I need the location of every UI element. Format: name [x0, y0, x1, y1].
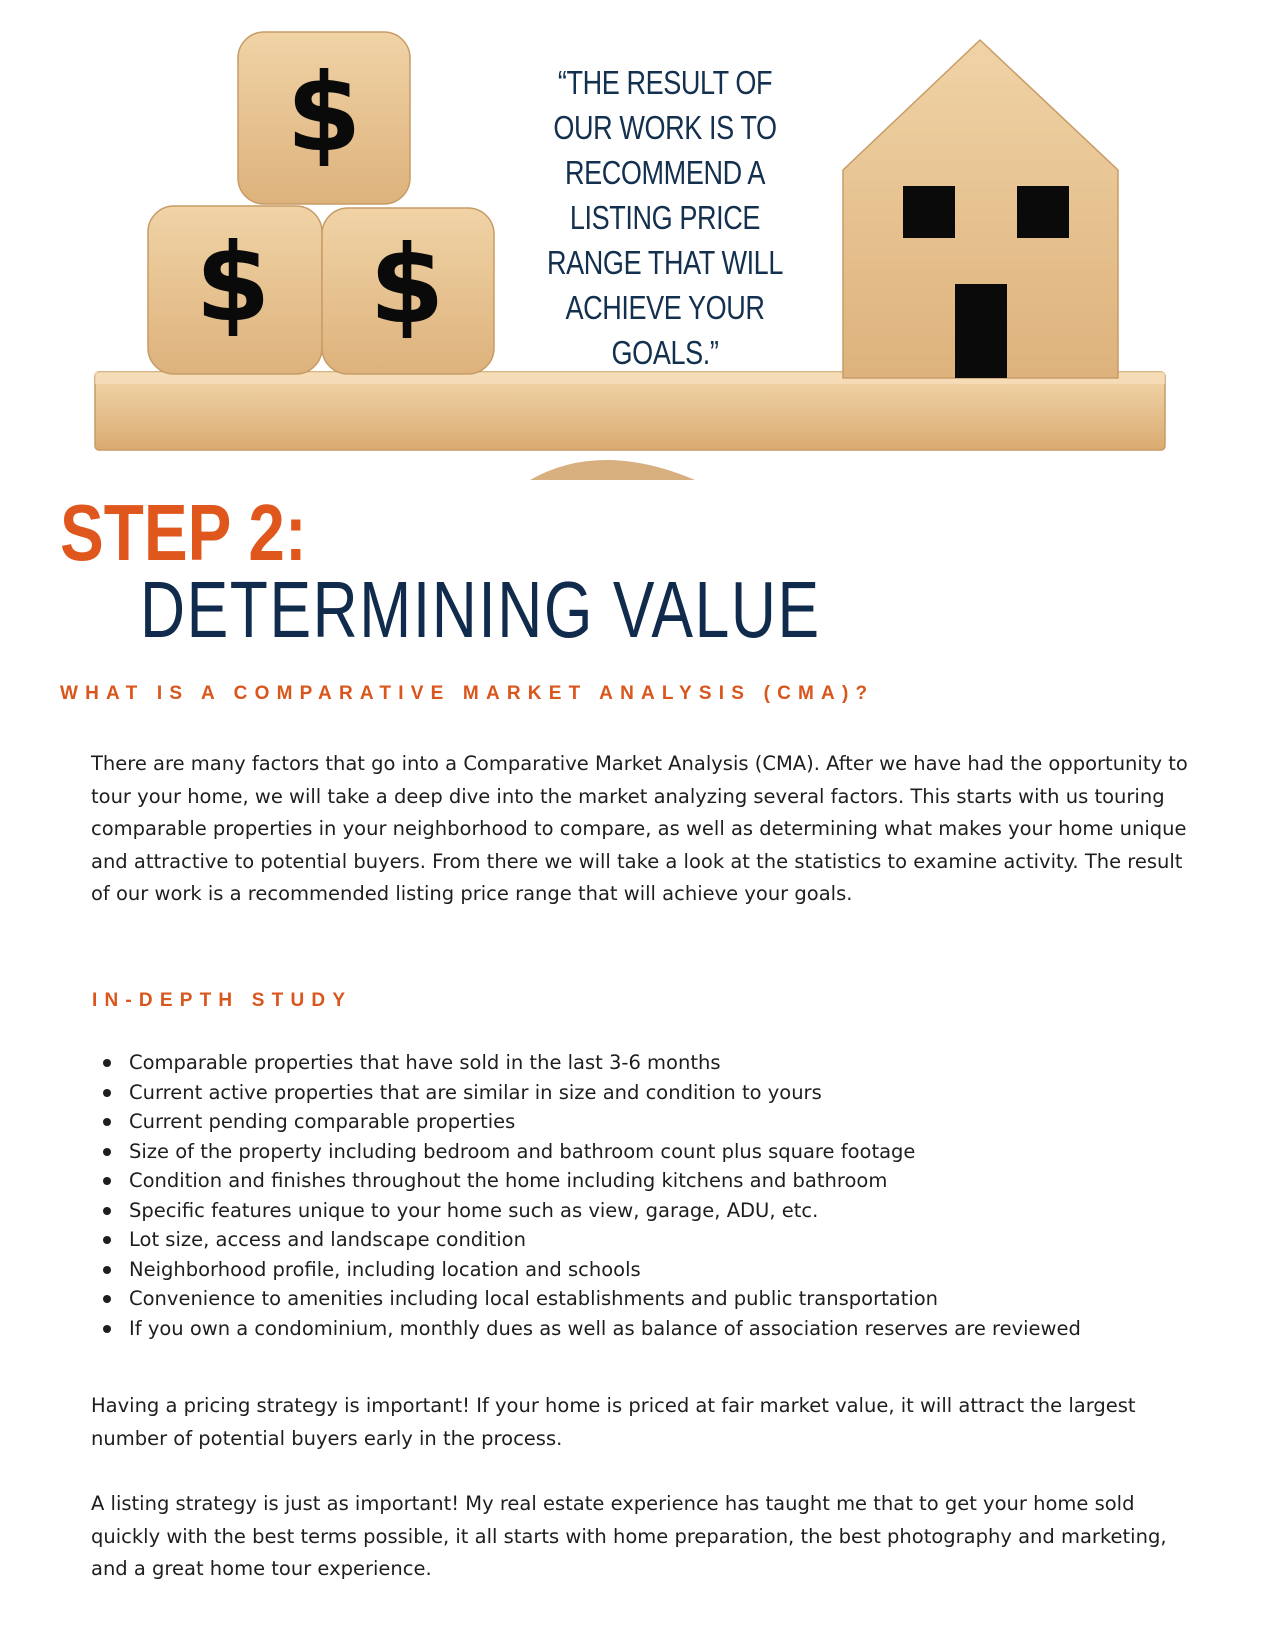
list-item: If you own a condominium, monthly dues as well as balance of association reserves are reviewed [91, 1314, 1211, 1344]
list-item: Current active properties that are similar in size and condition to yours [91, 1078, 1211, 1108]
study-list [91, 1048, 1211, 1343]
bullet-icon [103, 1207, 111, 1215]
list-item: Size of the property including bedroom and bathroom count plus square footage [91, 1137, 1211, 1167]
bullet-icon [103, 1177, 111, 1185]
house-window-right [1017, 186, 1069, 238]
listing-paragraph: A listing strategy is just as important! My real estate experience has taught me that to get your home sold quickly with the best terms possible, it all starts with home preparation, the best photography and marketing, and a great home tour experience. [91, 1492, 1167, 1580]
list-item: Specific features unique to your home such as view, garage, ADU, etc. [91, 1196, 1211, 1226]
fulcrum [530, 460, 695, 480]
bullet-icon [103, 1118, 111, 1126]
list-item: Neighborhood profile, including location and schools [91, 1255, 1211, 1285]
section-heading-cma: WHAT IS A COMPARATIVE MARKET ANALYSIS (CMA)? [60, 683, 875, 704]
dollar-sign-top: $ [286, 51, 362, 176]
bullet-icon [103, 1325, 111, 1333]
hero-quote: “THE RESULT OF OUR WORK IS TO RECOMMEND A LISTING PRICE RANGE THAT WILL ACHIEVE YOUR GOALS.” [547, 64, 783, 371]
bullet-icon [103, 1089, 111, 1097]
bullet-icon [103, 1295, 111, 1303]
cma-paragraph: There are many factors that go into a Comparative Market Analysis (CMA). After we have had the opportunity to tour your home, we will take a deep dive into the market analyzing several factors. This starts with us touring comparable properties in your neighborhood to compare, as well as determining what makes your home unique and attractive to potential buyers. From there we will take a look at the statistics to examine activity. The result of our work is a recommended listing price range that will achieve your goals. [91, 752, 1188, 905]
house-window-left [903, 186, 955, 238]
dollar-cube-right [322, 208, 494, 374]
house-door [955, 284, 1007, 378]
section-heading-study: IN-DEPTH STUDY [92, 990, 353, 1011]
bullet-icon [103, 1148, 111, 1156]
bullet-icon [103, 1266, 111, 1274]
list-item: Comparable properties that have sold in the last 3-6 months [91, 1048, 1211, 1078]
hero-illustration [0, 0, 1275, 500]
pricing-paragraph: Having a pricing strategy is important! If your home is priced at fair market value, it will attract the largest number of potential buyers early in the process. [91, 1394, 1136, 1450]
list-item: Lot size, access and landscape condition [91, 1225, 1211, 1255]
bullet-icon [103, 1059, 111, 1067]
page-title: DETERMINING VALUE [140, 565, 821, 654]
wooden-house [843, 40, 1118, 378]
dollar-cube-left [148, 206, 322, 374]
dollar-cube-top [238, 32, 410, 204]
list-item: Convenience to amenities including local establishments and public transportation [91, 1284, 1211, 1314]
bullet-icon [103, 1236, 111, 1244]
list-item: Condition and finishes throughout the home including kitchens and bathroom [91, 1166, 1211, 1196]
list-item: Current pending comparable properties [91, 1107, 1211, 1137]
dollar-sign-left: $ [195, 221, 271, 346]
step-label: STEP 2: [60, 488, 307, 577]
dollar-sign-right: $ [369, 223, 445, 348]
